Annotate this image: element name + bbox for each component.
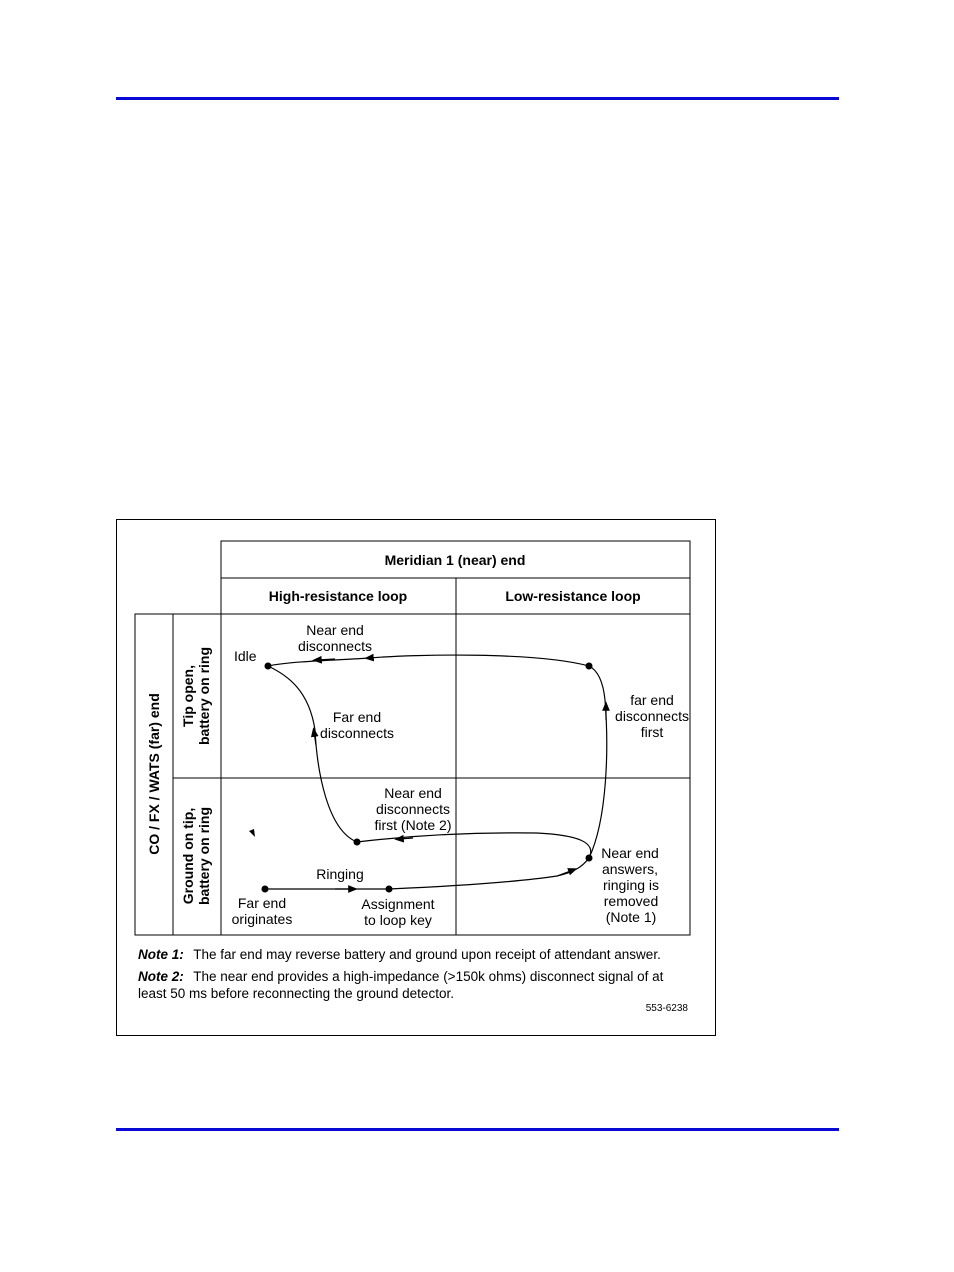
note-2 [138,969,664,984]
note-1-text: The far end may reverse battery and ground upon receipt of attendant answer. [193,947,661,962]
figure-frame [116,519,716,1036]
label-far-end-first-1: far end [630,692,674,708]
bottom-rule [116,1128,839,1131]
row-label-tip-open [180,647,212,745]
label-far-end-originates-2: originates [231,911,293,927]
figure-id: 553-6238 [645,1003,688,1014]
label-near-end-answers-4: removed [603,893,659,909]
note-1 [138,947,661,962]
note-1-label: Note 1: [138,947,184,962]
path-far-end-disconnects-first [589,666,607,858]
label-near-end-first-2: disconnects [376,801,450,817]
path-near-end-disconnects [268,655,589,666]
label-near-end-answers-2: answers, [601,861,659,877]
label-near-end-answers-1: Near end [601,845,659,861]
label-far-end-first-3: first [640,724,664,740]
svg-text:battery on ring: battery on ring [196,806,212,906]
row-label-ground-on-tip [180,807,212,905]
label-near-end-first-3: first (Note 2) [374,817,452,833]
node-far-end-originates [262,886,269,893]
label-near-end-answers-3: ringing is [602,877,660,893]
note-2-label: Note 2: [138,969,184,984]
path-assignment [389,858,589,889]
label-far-end-originates-1: Far end [237,895,287,911]
top-rule [116,97,839,100]
path-far-end-disconnects [268,666,357,842]
path-near-end-disconnects-first [357,833,591,858]
high-resistance-header: High-resistance loop [268,588,408,604]
label-near-end-answers-5: (Note 1) [605,909,657,925]
label-assignment-1: Assignment [361,896,435,912]
flow-paths [249,655,607,889]
node-idle [265,663,272,670]
label-far-end-disconnects-2: disconnects [320,725,394,741]
label-idle: Idle [234,648,257,664]
note-2-text-line1: The near end provides a high-impedance (>150k ohms) disconnect signal of at [193,969,664,984]
state-diagram [117,520,717,1037]
svg-text:Tip open,: Tip open, [180,665,196,727]
label-far-end-first-2: disconnects [615,708,689,724]
node-near-end-answers [586,855,593,862]
svg-text:Ground on tip,: Ground on tip, [180,807,196,905]
label-far-end-disconnects-1: Far end [332,709,382,725]
stray-arrowhead [249,829,255,837]
svg-text:battery on ring: battery on ring [196,646,212,746]
label-near-end-disconnects-2: disconnects [298,638,372,654]
label-near-end-disconnects-1: Near end [306,622,364,638]
node-near-disconnect-first [354,839,361,846]
low-resistance-header: Low-resistance loop [505,588,641,604]
node-assignment [386,886,393,893]
label-near-end-first-1: Near end [384,785,442,801]
label-assignment-2: to loop key [364,912,432,928]
far-end-title: CO / FX / WATS (far) end [146,693,162,855]
note-2-text-line2: least 50 ms before reconnecting the ground detector. [138,986,454,1001]
label-ringing: Ringing [316,866,364,882]
arrow-assignment [557,870,573,876]
node-far-disconnect [586,663,593,670]
near-end-title: Meridian 1 (near) end [384,552,526,568]
arrow-near-end-disconnects-first [399,838,413,839]
